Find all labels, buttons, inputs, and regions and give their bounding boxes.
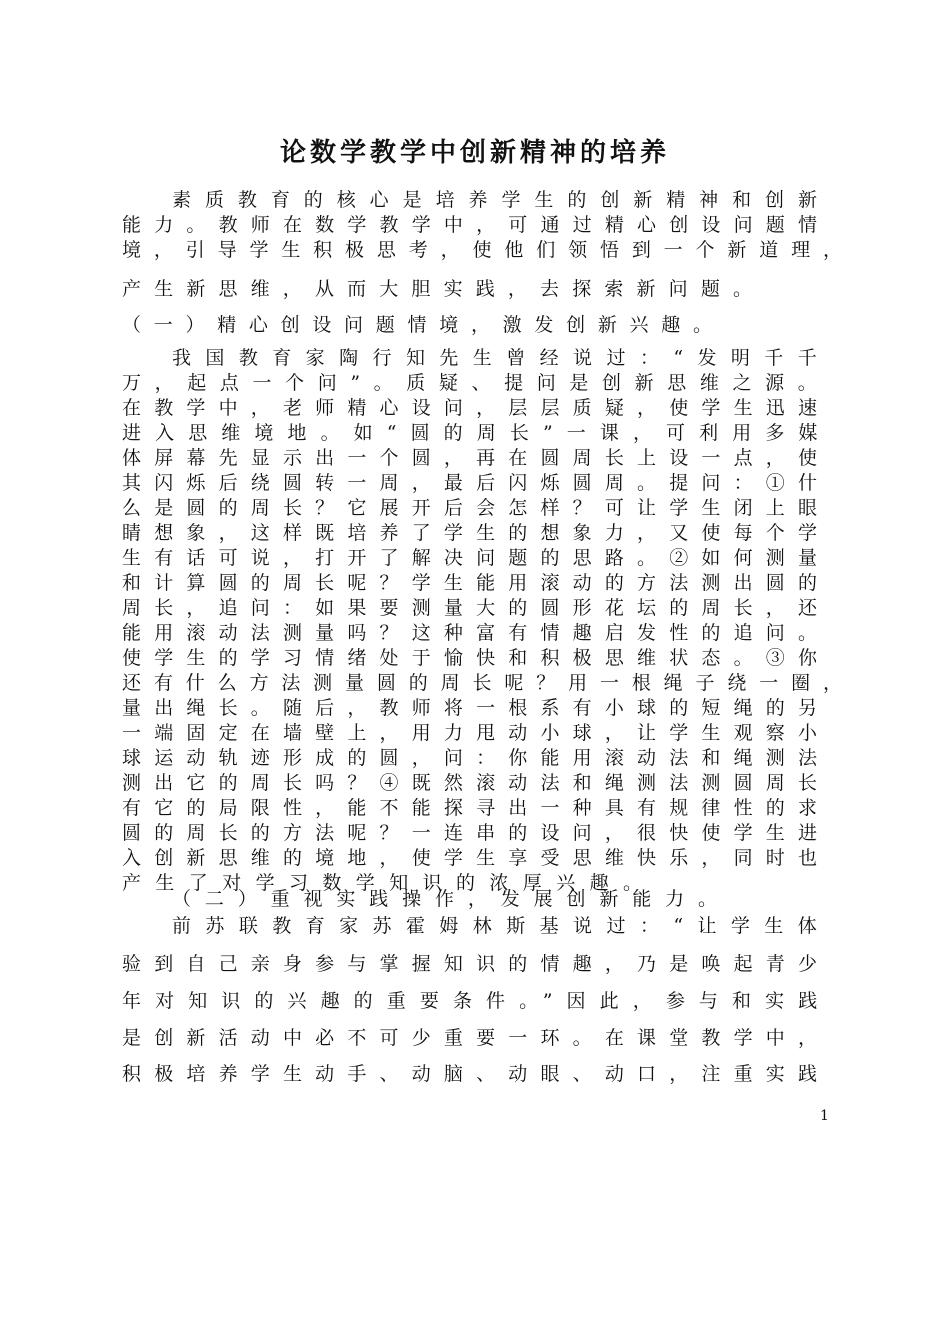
paragraph-line: 能用滚动法测量吗？这种富有情趣启发性的追问。 xyxy=(122,622,831,644)
paragraph-line: 验到自己亲身参与掌握知识的情趣，乃是唤起青少 xyxy=(122,953,831,975)
paragraph-line: 测出它的周长吗？④既然滚动法和绳测法测圆周长 xyxy=(122,772,831,794)
paragraph-line: 积极培养学生动手、动脑、动眼、动口，注重实践 xyxy=(122,1063,831,1085)
page-number: 1 xyxy=(820,1108,829,1124)
paragraph-line: 圆的周长的方法呢？一连串的设问，很快使学生进 xyxy=(122,822,831,844)
paragraph-line: 量出绳长。随后，教师将一根系有小球的短绳的另 xyxy=(122,697,831,719)
paragraph-line: 产生新思维，从而大胆实践，去探索新问题。 xyxy=(122,278,766,300)
paragraph-line: 有它的局限性，能不能探寻出一种具有规律性的求 xyxy=(122,797,831,819)
paragraph-line: 在教学中，老师精心设问，层层质疑，使学生迅速 xyxy=(122,397,831,419)
paragraph-line: 境，引导学生积极思考，使他们领悟到一个新道理， xyxy=(122,239,855,261)
paragraph-line: 素质教育的核心是培养学生的创新精神和创新 xyxy=(172,189,831,211)
paragraph-line: 进入思维境地。如“圆的周长”一课，可利用多媒 xyxy=(122,422,832,444)
paragraph-line: 体屏幕先显示出一个圆，再在圆周长上设一点，使 xyxy=(122,447,831,469)
document-title: 论数学教学中创新精神的培养 xyxy=(279,138,670,168)
section-heading: （一）精心创设问题情境，激发创新兴趣。 xyxy=(122,314,725,336)
paragraph-line: 能力。教师在数学教学中，可通过精心创设问题情 xyxy=(122,214,831,236)
paragraph-line: 和计算圆的周长呢？学生能用滚动的方法测出圆的 xyxy=(122,572,831,594)
paragraph-line: 我国教育家陶行知先生曾经说过：“发明千千 xyxy=(172,347,832,369)
paragraph-line: 前苏联教育家苏霍姆林斯基说过：“让学生体 xyxy=(172,915,832,937)
paragraph-line: 年对知识的兴趣的重要条件。”因此，参与和实践 xyxy=(122,990,832,1012)
paragraph-line: 产生了对学习数学知识的浓厚兴趣。 xyxy=(122,872,657,894)
paragraph-line: 睛想象，这样既培养了学生的想象力，又使每个学 xyxy=(122,522,831,544)
paragraph-line: 其闪烁后绕圆转一周，最后闪烁圆周。提问：①什 xyxy=(122,472,831,494)
section-heading: （二）重视实践操作，发展创新能力。 xyxy=(172,888,731,910)
paragraph-line: 生有话可说，打开了解决问题的思路。②如何测量 xyxy=(122,547,831,569)
paragraph-line: 是创新活动中必不可少重要一环。在课堂教学中， xyxy=(122,1027,831,1049)
paragraph-line: 一端固定在墙壁上，用力甩动小球，让学生观察小 xyxy=(122,722,831,744)
paragraph-line: 入创新思维的境地，使学生享受思维快乐，同时也 xyxy=(122,847,831,869)
paragraph-line: 周长，追问：如果要测量大的圆形花坛的周长，还 xyxy=(122,597,831,619)
paragraph-line: 还有什么方法测量圆的周长呢？用一根绳子绕一圈， xyxy=(122,672,855,694)
paragraph-line: 万，起点一个问”。质疑、提问是创新思维之源。 xyxy=(122,372,831,394)
paragraph-line: 么是圆的周长？它展开后会怎样？可让学生闭上眼 xyxy=(122,497,831,519)
paragraph-line: 使学生的学习情绪处于愉快和积极思维状态。③你 xyxy=(122,647,831,669)
paragraph-line: 球运动轨迹形成的圆，问：你能用滚动法和绳测法 xyxy=(122,747,831,769)
